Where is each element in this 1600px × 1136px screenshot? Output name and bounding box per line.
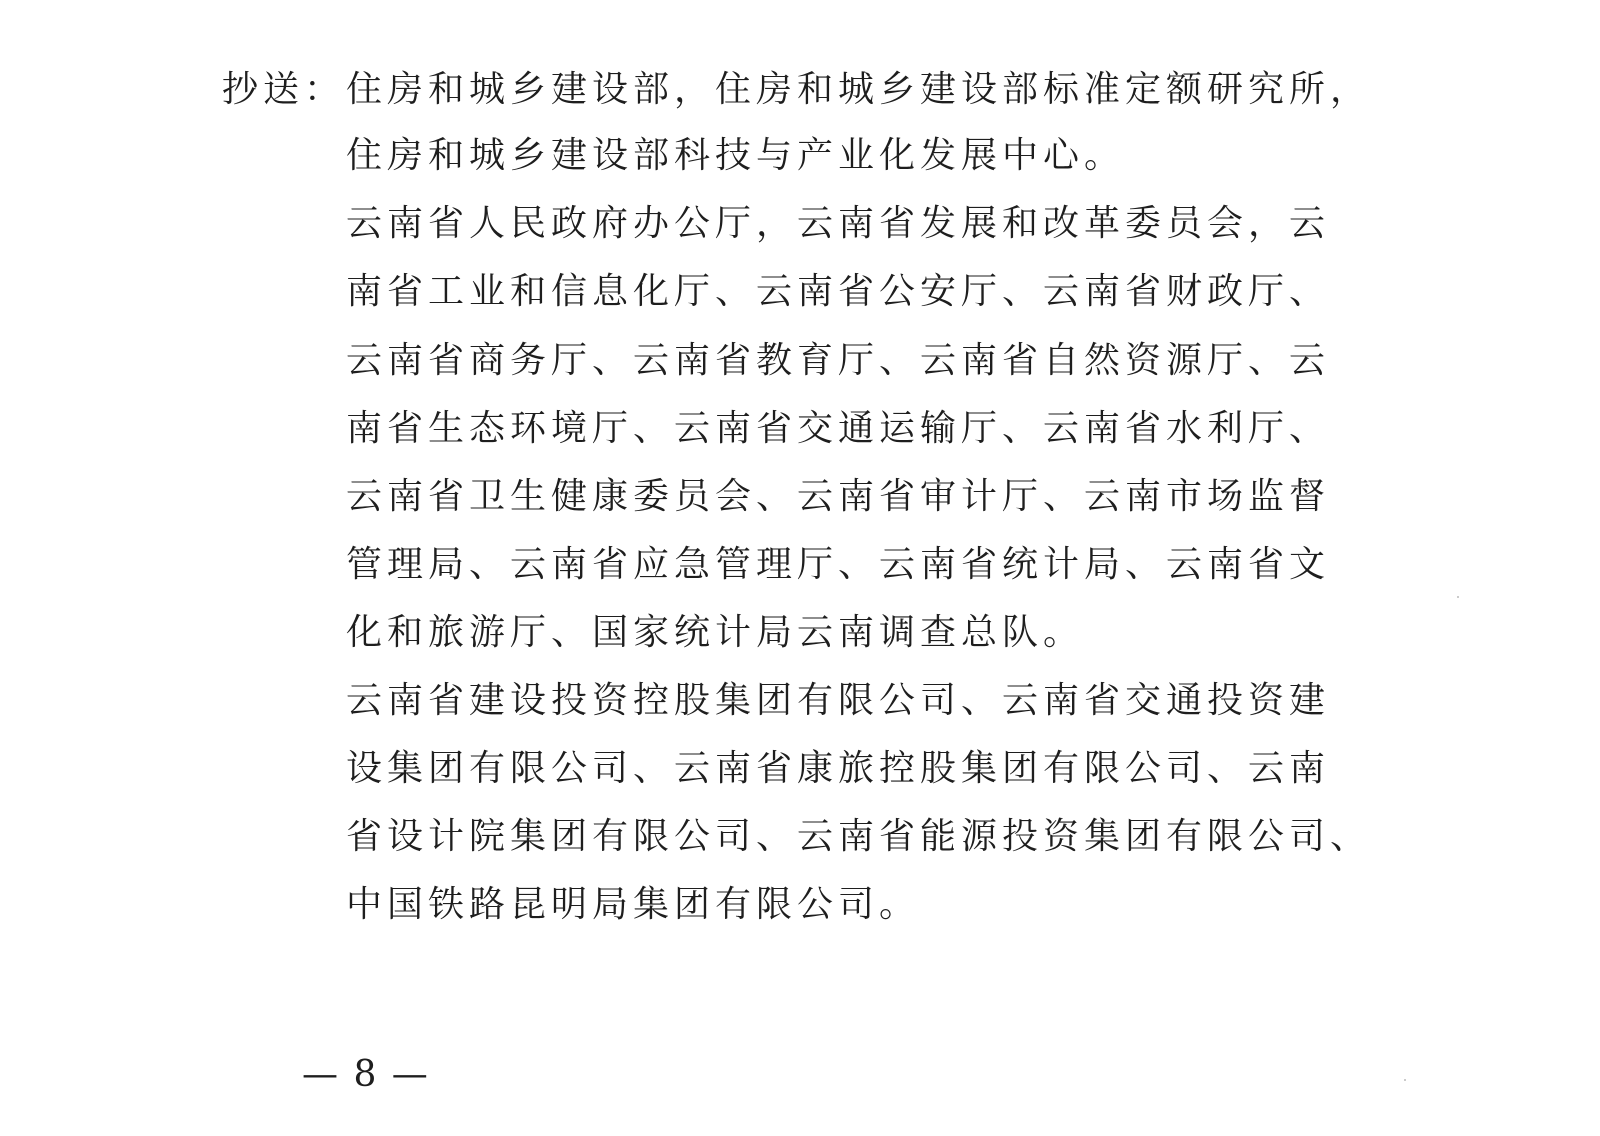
cc-line-8: 管理局、云南省应急管理厅、云南省统计局、云南省文 — [346, 544, 1331, 585]
cc-line-7: 云南省卫生健康委员会、云南省审计厅、云南市场监督 — [346, 476, 1331, 517]
scan-speck — [1404, 1079, 1406, 1081]
cc-line-3: 云南省人民政府办公厅，云南省发展和改革委员会，云 — [346, 203, 1331, 244]
cc-line-12: 省设计院集团有限公司、云南省能源投资集团有限公司、 — [346, 816, 1372, 857]
cc-line-10: 云南省建设投资控股集团有限公司、云南省交通投资建 — [346, 680, 1331, 721]
scan-speck — [1457, 596, 1459, 598]
cc-line-2: 住房和城乡建设部科技与产业化发展中心。 — [346, 135, 1126, 176]
cc-line-11: 设集团有限公司、云南省康旅控股集团有限公司、云南 — [346, 748, 1331, 789]
page-number: — 8 — — [302, 1054, 430, 1095]
cc-line-9: 化和旅游厅、国家统计局云南调查总队。 — [346, 612, 1085, 653]
cc-line-13: 中国铁路昆明局集团有限公司。 — [346, 884, 921, 925]
cc-line-1: 住房和城乡建设部，住房和城乡建设部标准定额研究所， — [346, 69, 1372, 110]
cc-line-6: 南省生态环境厅、云南省交通运输厅、云南省水利厅、 — [346, 408, 1331, 449]
cc-line-5: 云南省商务厅、云南省教育厅、云南省自然资源厅、云 — [346, 340, 1331, 381]
cc-line-4: 南省工业和信息化厅、云南省公安厅、云南省财政厅、 — [346, 271, 1331, 312]
cc-label: 抄送： — [222, 69, 346, 110]
